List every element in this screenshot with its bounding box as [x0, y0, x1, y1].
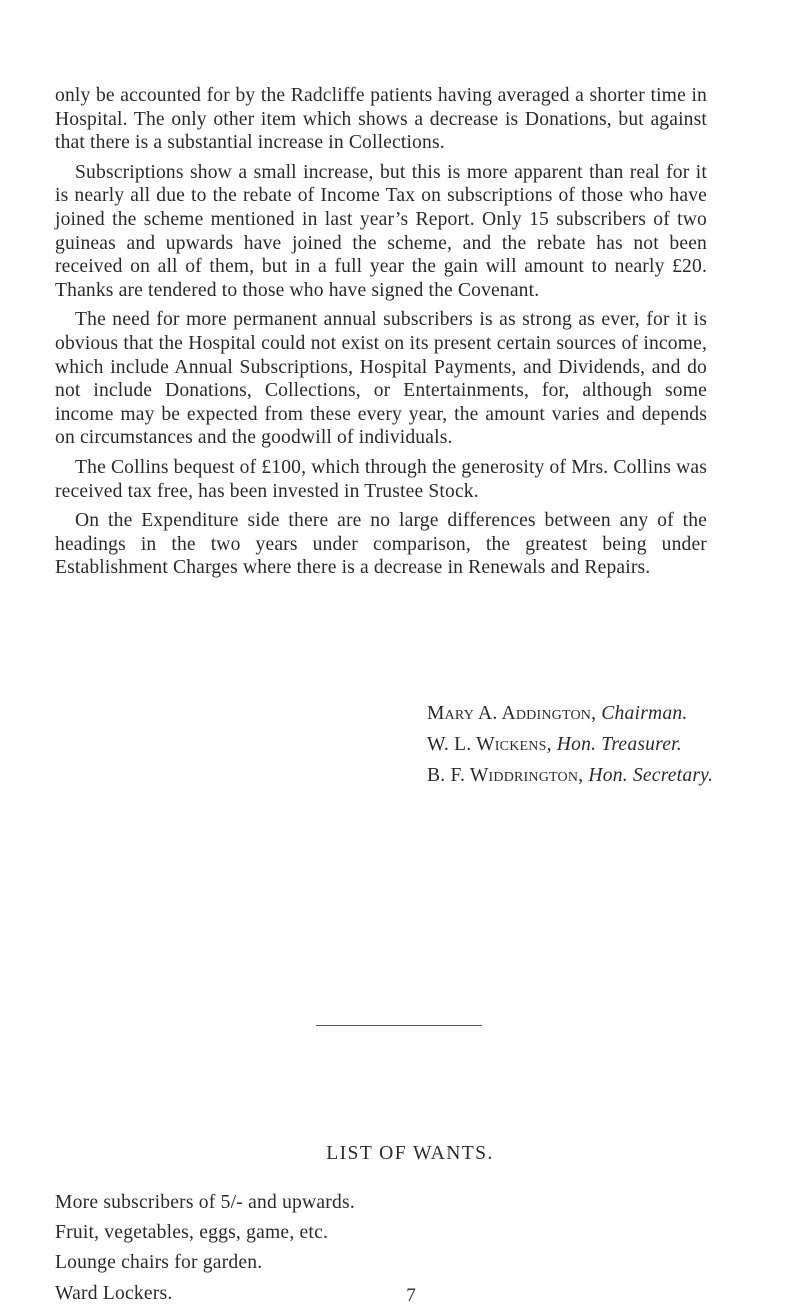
- signatory-name: B. F. Widdrington: [427, 765, 579, 786]
- page-number: 7: [406, 1285, 416, 1306]
- signature-treasurer: W. L. Wickens, Hon. Treasurer.: [427, 734, 682, 755]
- signatory-role: Hon. Treasurer.: [556, 734, 682, 755]
- signatory-role: Hon. Secretary.: [588, 765, 714, 786]
- signature-chairman: Mary A. Addington, Chairman.: [427, 703, 688, 724]
- paragraph-annual-subscribers: The need for more permanent annual subscribers is as strong as ever, for it is obvious that the Hospital could not exist on its present certain sources of income, which include Annual Subscriptions, Hospital Payments, and Dividends, and do not include Donations, Collections, or Entertainments, for, although some income may be expected from these every year, the amount varies and depends on circumstances and the goodwill of individuals.: [55, 309, 707, 449]
- signature-block: [427, 698, 713, 791]
- list-item: Fruit, vegetables, eggs, game, etc.: [55, 1222, 329, 1244]
- signature-secretary: B. F. Widdrington, Hon. Secretary.: [427, 765, 714, 786]
- signatory-name: Mary A. Addington: [427, 703, 592, 724]
- paragraph-expenditure: On the Expenditure side there are no large differences between any of the headings in the two years under comparison, the greatest being under Establishment Charges where there is a decrease in Renewals and Repairs.: [55, 510, 707, 579]
- list-item: Lounge chairs for garden.: [55, 1252, 263, 1274]
- signatory-role: Chairman.: [601, 703, 688, 724]
- section-divider: [316, 1025, 482, 1026]
- list-item: Ward Lockers.: [55, 1282, 173, 1304]
- paragraph-collins-bequest: The Collins bequest of £100, which through the generosity of Mrs. Collins was received tax free, has been invested in Trustee Stock.: [55, 456, 707, 502]
- paragraph-continuation: only be accounted for by the Radcliffe patients having averaged a shorter time in Hospital. The only other item which shows a decrease is Donations, but against that there is a substantial increase in Collections.: [55, 85, 707, 154]
- wants-heading: LIST OF WANTS.: [326, 1143, 494, 1164]
- list-item: More subscribers of 5/- and upwards.: [55, 1192, 355, 1213]
- signatory-name: W. L. Wickens: [427, 734, 547, 755]
- report-body: [55, 84, 707, 580]
- paragraph-subscriptions: Subscriptions show a small increase, but this is more apparent than real for it is nearly all due to the rebate of Income Tax on subscriptions of those who have joined the scheme mentioned in last year’s Report. Only 15 subscribers of two guineas and upwards have joined the scheme, and the rebate has not been received on all of them, but in a full year the gain will amount to nearly £20. Thanks are tendered to those who have signed the Covenant.: [55, 161, 707, 301]
